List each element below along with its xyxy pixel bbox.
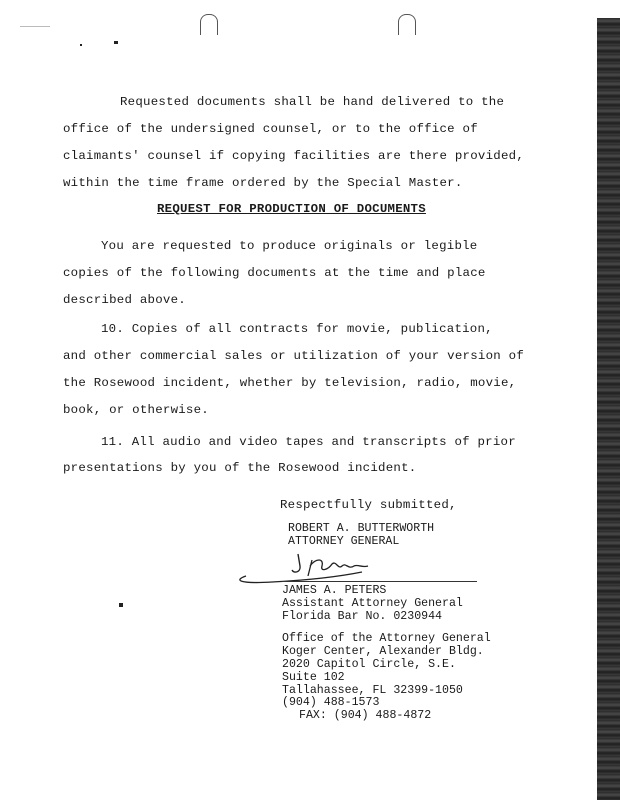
- address-line: Suite 102: [282, 671, 345, 684]
- paragraph-3-line: the Rosewood incident, whether by television, radio, movie,: [63, 376, 517, 390]
- scan-speck: [20, 26, 50, 27]
- scan-speck: [119, 603, 123, 607]
- punch-hole-left: [200, 14, 218, 35]
- attorney-general-name: ROBERT A. BUTTERWORTH: [288, 522, 435, 535]
- address-line: Koger Center, Alexander Bldg.: [282, 645, 484, 658]
- section-heading: REQUEST FOR PRODUCTION OF DOCUMENTS: [157, 202, 426, 216]
- paragraph-3-line: 10. Copies of all contracts for movie, publication,: [101, 322, 493, 336]
- scan-edge-shadow: [597, 18, 620, 800]
- fax-number: FAX: (904) 488-4872: [299, 709, 432, 722]
- punch-hole-right: [398, 14, 416, 35]
- address-line: Tallahassee, FL 32399-1050: [282, 684, 463, 697]
- phone-number: (904) 488-1573: [282, 696, 380, 709]
- signer-bar-number: Florida Bar No. 0230944: [282, 610, 443, 623]
- paragraph-2-line: copies of the following documents at the time and place: [63, 266, 486, 280]
- paragraph-2-line: described above.: [63, 293, 186, 307]
- paragraph-1-line: claimants' counsel if copying facilities are there provided,: [63, 149, 525, 163]
- scan-speck: [114, 41, 118, 44]
- signature-line: [282, 581, 477, 582]
- paragraph-1-line: within the time frame ordered by the Special Master.: [63, 176, 463, 190]
- paragraph-4-line: 11. All audio and video tapes and transcripts of prior: [101, 435, 516, 449]
- closing-text: Respectfully submitted,: [280, 498, 457, 512]
- signer-title: Assistant Attorney General: [282, 597, 463, 610]
- paragraph-1-line: Requested documents shall be hand delivered to the: [120, 95, 505, 109]
- attorney-general-title: ATTORNEY GENERAL: [288, 535, 400, 548]
- paragraph-3-line: book, or otherwise.: [63, 403, 209, 417]
- address-line: Office of the Attorney General: [282, 632, 491, 645]
- paragraph-1-line: office of the undersigned counsel, or to the office of: [63, 122, 478, 136]
- signer-name: JAMES A. PETERS: [282, 584, 387, 597]
- paragraph-4-line: presentations by you of the Rosewood incident.: [63, 461, 417, 475]
- scan-speck: [80, 44, 82, 46]
- paragraph-3-line: and other commercial sales or utilization of your version of: [63, 349, 525, 363]
- paragraph-2-line: You are requested to produce originals or legible: [101, 239, 478, 253]
- address-line: 2020 Capitol Circle, S.E.: [282, 658, 456, 671]
